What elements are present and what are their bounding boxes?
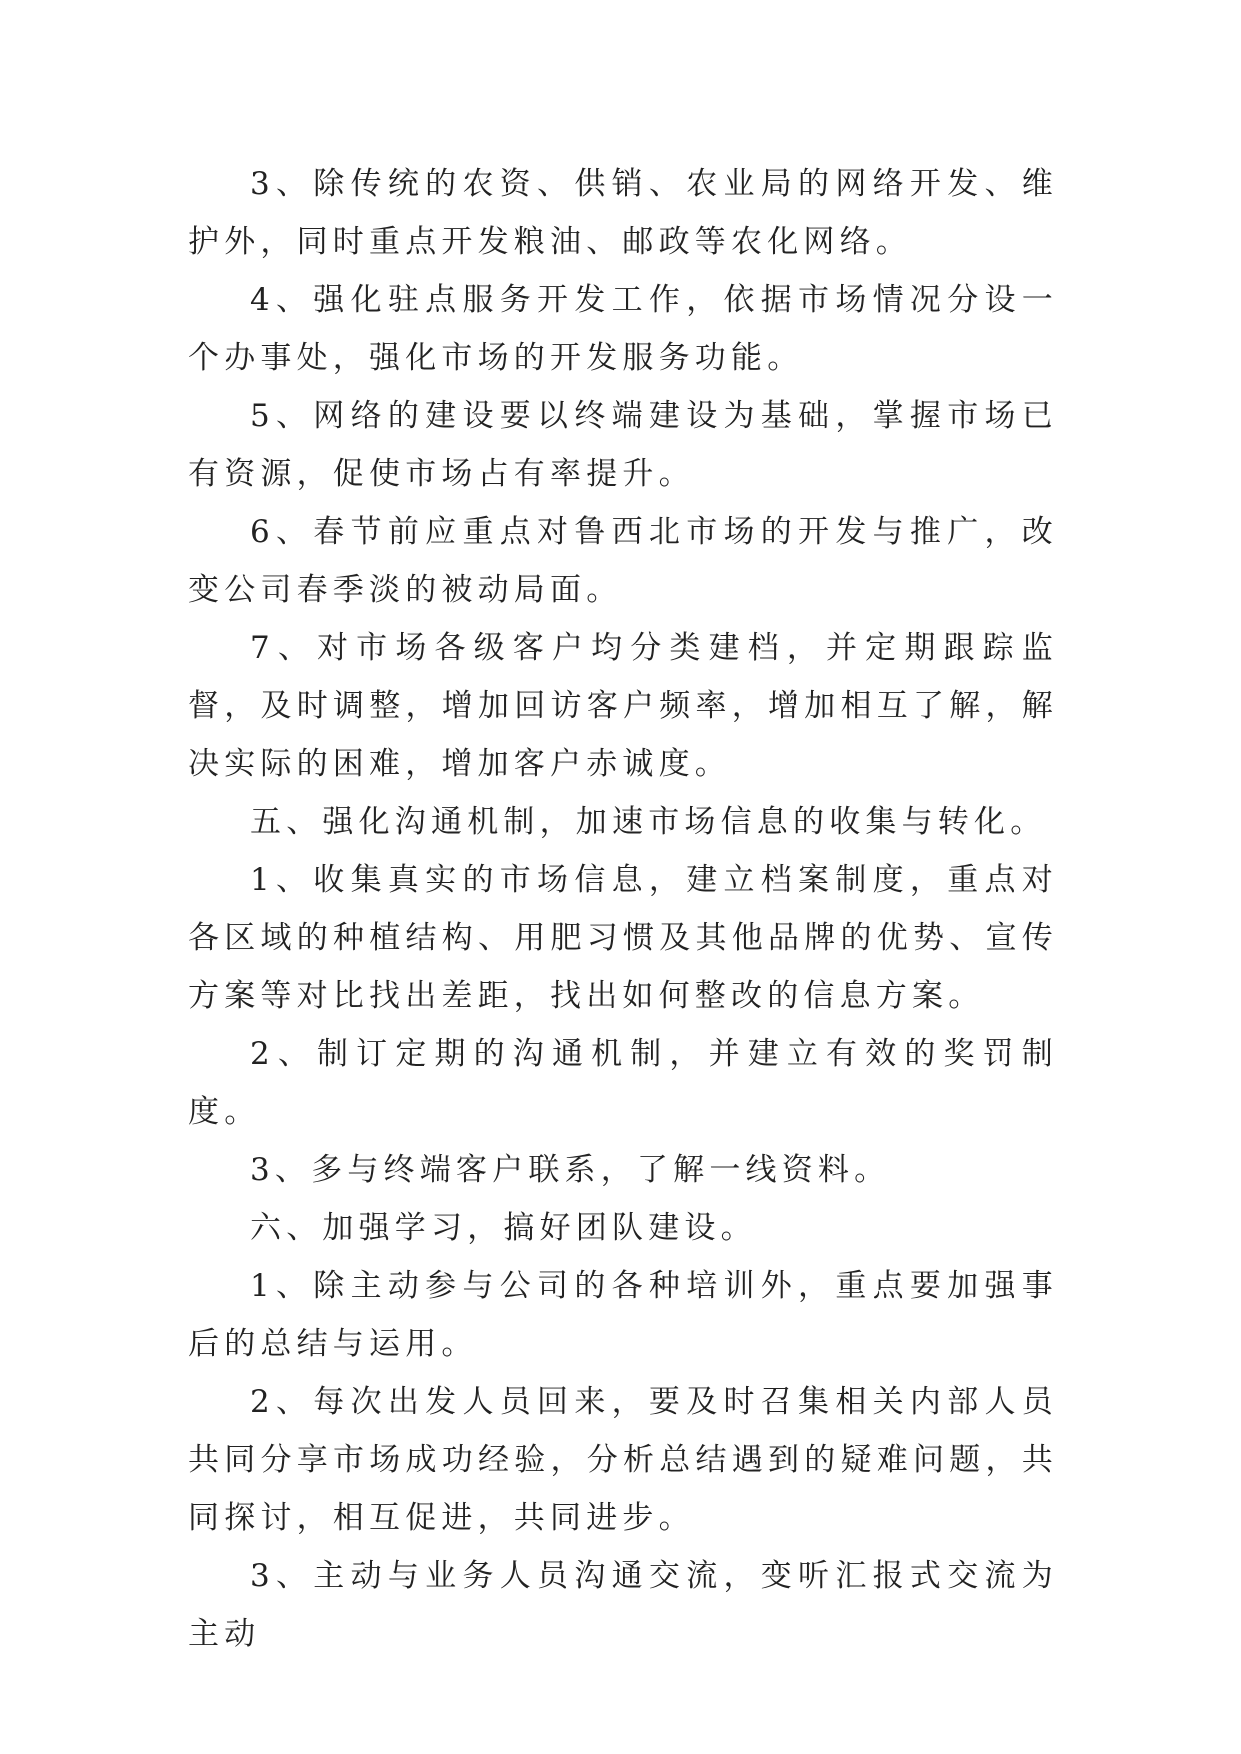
paragraph-item-7-customer-archives: 7、对市场各级客户均分类建档，并定期跟踪监督，及时调整，增加回访客户频率，增加相互了解，解决实际的困难，增加客户赤诚度。: [188, 630, 1058, 782]
paragraph-item-2-experience-sharing: 2、每次出发人员回来，要及时召集相关内部人员共同分享市场成功经验，分析总结遇到的疑难问题，共同探讨，相互促进，共同进步。: [188, 1384, 1058, 1536]
paragraph-item-3-terminal-customers: 3、多与终端客户联系，了解一线资料。: [250, 1152, 891, 1188]
paragraph-item-1-market-information: 1、收集真实的市场信息，建立档案制度，重点对各区域的种植结构、用肥习惯及其他品牌的优势、宣传方案等对比找出差距，找出如何整改的信息方案。: [188, 862, 1058, 1014]
paragraph-item-2-communication-mechanism: 2、制订定期的沟通机制，并建立有效的奖罚制度。: [188, 1036, 1058, 1130]
paragraph-item-3-network-development: 3、除传统的农资、供销、农业局的网络开发、维护外，同时重点开发粮油、邮政等农化网络。: [188, 166, 1058, 260]
paragraph-item-5-terminal-construction: 5、网络的建设要以终端建设为基础，掌握市场已有资源，促使市场占有率提升。: [188, 398, 1058, 492]
paragraph-item-6-spring-festival-market: 6、春节前应重点对鲁西北市场的开发与推广，改变公司春季淡的被动局面。: [188, 514, 1058, 608]
paragraph-item-3-staff-communication: 3、主动与业务人员沟通交流，变听汇报式交流为主动: [188, 1558, 1058, 1652]
paragraph-item-1-training: 1、除主动参与公司的各种培训外，重点要加强事后的总结与运用。: [188, 1268, 1058, 1362]
section-heading-communication: 五、强化沟通机制，加速市场信息的收集与转化。: [250, 804, 1047, 840]
paragraph-item-4-field-office: 4、强化驻点服务开发工作，依据市场情况分设一个办事处，强化市场的开发服务功能。: [188, 282, 1058, 376]
section-heading-team-building: 六、加强学习，搞好团队建设。: [250, 1210, 757, 1246]
document-body: [188, 155, 1058, 1663]
